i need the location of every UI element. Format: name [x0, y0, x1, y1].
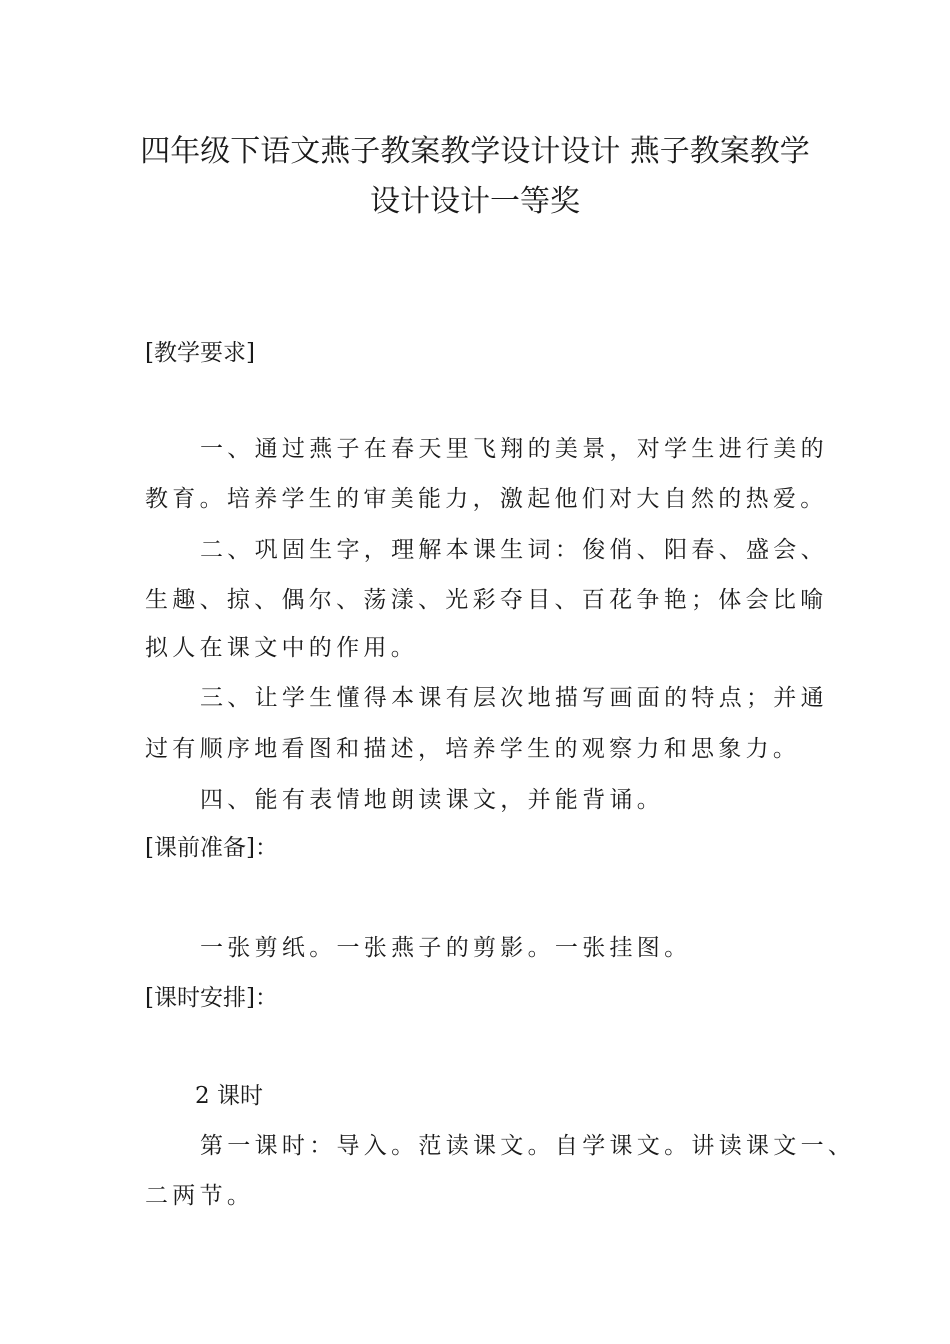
requirement-3-line-1: 三、让学生懂得本课有层次地描写画面的特点；并通 — [200, 685, 828, 711]
lesson-1-line-1: 第一课时：导入。范读课文。自学课文。讲读课文一、 — [200, 1133, 856, 1159]
preparation-heading: [课前准备]： — [145, 835, 278, 861]
preparation-text: 一张剪纸。一张燕子的剪影。一张挂图。 — [200, 935, 692, 961]
lesson-1-line-2: 二两节。 — [145, 1183, 255, 1209]
schedule-text: 2 课时 — [195, 1083, 263, 1109]
requirement-1-line-2: 教育。培养学生的审美能力，激起他们对大自然的热爱。 — [145, 486, 828, 512]
requirement-1-line-1: 一、通过燕子在春天里飞翔的美景，对学生进行美的 — [200, 436, 828, 462]
document-title-line-2: 设计设计一等奖 — [370, 184, 580, 219]
requirement-4-line-1: 四、能有表情地朗读课文，并能背诵。 — [200, 787, 665, 813]
document-title-line-1: 四年级下语文燕子教案教学设计设计 燕子教案教学 — [140, 134, 810, 169]
requirement-3-line-2: 过有顺序地看图和描述，培养学生的观察力和思象力。 — [145, 736, 801, 762]
requirement-2-line-3: 拟人在课文中的作用。 — [145, 635, 418, 661]
requirement-2-line-2: 生趣、掠、偶尔、荡漾、光彩夺目、百花争艳；体会比喻 — [145, 587, 828, 613]
schedule-heading: [课时安排]： — [145, 985, 278, 1011]
requirement-2-line-1: 二、巩固生字，理解本课生词：俊俏、阳春、盛会、 — [200, 537, 828, 563]
requirements-heading: [教学要求] — [145, 340, 255, 366]
